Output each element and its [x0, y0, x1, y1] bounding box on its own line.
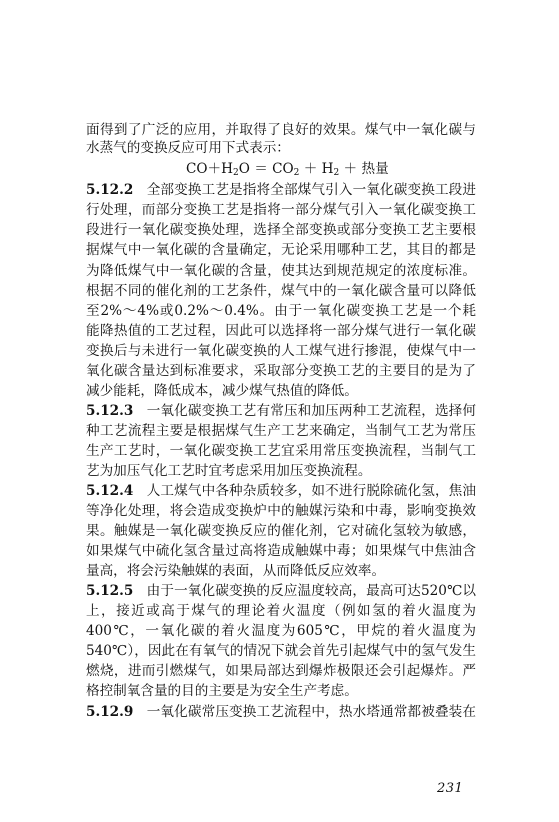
equation-subscript: 2	[293, 168, 300, 178]
clause-line	[86, 482, 476, 500]
body-text-line: 400℃，一氧化碳的着火温度为605℃，甲烷的着火温度为	[86, 623, 476, 639]
clause-number: 5.12.4	[86, 483, 134, 499]
equation-part: ＋ H	[299, 161, 334, 177]
page-number: 231	[437, 781, 464, 796]
equation-part: CO＋H	[186, 161, 233, 177]
clause-text: 由于一氧化碳变换的反应温度较高，最高可达520℃以	[146, 583, 476, 599]
clause-text: 一氧化碳常压变换工艺流程中，热水塔通常都被叠装在	[146, 704, 476, 720]
equation-subscript: 2	[233, 168, 239, 178]
body-text-line: 变换后与未进行一氧化碳变换的人工煤气进行掺混，使煤气中一	[86, 343, 476, 359]
clause-number: 5.12.2	[86, 182, 134, 198]
clause-line	[86, 582, 476, 600]
body-text-line: 面得到了广泛的应用，并取得了良好的效果。煤气中一氧化碳与	[86, 122, 476, 138]
body-text-line: 如果煤气中硫化氢含量过高将造成触媒中毒；如果煤气中焦油含	[86, 543, 476, 559]
clause-line	[86, 402, 476, 420]
clause-number: 5.12.5	[86, 583, 134, 599]
body-text-line: 上，接近或高于煤气的理论着火温度（例如氢的着火温度为	[86, 603, 476, 619]
body-text-line: 种工艺流程主要是根据煤气生产工艺来确定，当制气工艺为常压	[86, 423, 476, 439]
body-text-line: 段进行一氧化碳变换处理，选择全部变换或部分变换工艺主要根	[86, 222, 476, 238]
body-text-line: 为降低煤气中一氧化碳的含量，使其达到规范规定的浓度标准。	[86, 263, 476, 279]
body-text-line: 氧化碳含量达到标准要求，采取部分变换工艺的主要目的是为了	[86, 363, 476, 379]
body-text-line: 水蒸气的变换反应可用下式表示：	[86, 140, 290, 156]
body-text-line: 能降热值的工艺过程，因此可以选择将一部分煤气进行一氧化碳	[86, 323, 476, 339]
body-text-line: 根据不同的催化剂的工艺条件，煤气中的一氧化碳含量可以降低	[86, 283, 476, 299]
body-text-line: 果。触媒是一氧化碳变换反应的催化剂，它对硫化氢较为敏感，	[86, 523, 476, 539]
body-text-line: 艺为加压气化工艺时宜考虑采用加压变换流程。	[86, 463, 372, 479]
clause-number: 5.12.9	[86, 704, 134, 720]
body-text-line: 减少能耗，降低成本，减少煤气热值的降低。	[86, 383, 358, 399]
chemical-equation	[186, 160, 389, 178]
body-text-line: 格控制氧含量的目的主要是为安全生产考虑。	[86, 683, 358, 699]
clause-number: 5.12.3	[86, 403, 134, 419]
clause-line	[86, 181, 476, 199]
body-text-line: 行处理，而部分变换工艺是指将一部分煤气引入一氧化碳变换工	[86, 202, 476, 218]
body-text-line: 据煤气中一氧化碳的含量确定，无论采用哪种工艺，其目的都是	[86, 242, 476, 258]
equation-part: ＋ 热量	[339, 161, 389, 177]
equation-subscript: 2	[333, 168, 340, 178]
clause-line	[86, 703, 476, 721]
body-text-line: 等净化处理，将会造成变换炉中的触媒污染和中毒，影响变换效	[86, 503, 476, 519]
clause-text: 人工煤气中各种杂质较多，如不进行脱除硫化氢，焦油	[146, 483, 476, 499]
body-text-line: 量高，将会污染触媒的表面，从而降低反应效率。	[86, 563, 386, 579]
body-text-line: 至2%～4%或0.2%～0.4%。由于一氧化碳变换工艺是一个耗	[86, 303, 476, 319]
body-text-line: 燃烧，进而引燃煤气，如果局部达到爆炸极限还会引起爆炸。严	[86, 663, 476, 679]
equation-part: O ＝ CO	[238, 161, 294, 177]
body-text-line: 生产工艺时，一氧化碳变换工艺宜采用常压变换流程，当制气工	[86, 443, 476, 459]
body-text-line: 540℃），因此在有氧气的情况下就会首先引起煤气中的氢气发生	[86, 643, 476, 659]
clause-text: 全部变换工艺是指将全部煤气引入一氧化碳变换工段进	[146, 182, 476, 198]
clause-text: 一氧化碳变换工艺有常压和加压两种工艺流程，选择何	[146, 403, 476, 419]
